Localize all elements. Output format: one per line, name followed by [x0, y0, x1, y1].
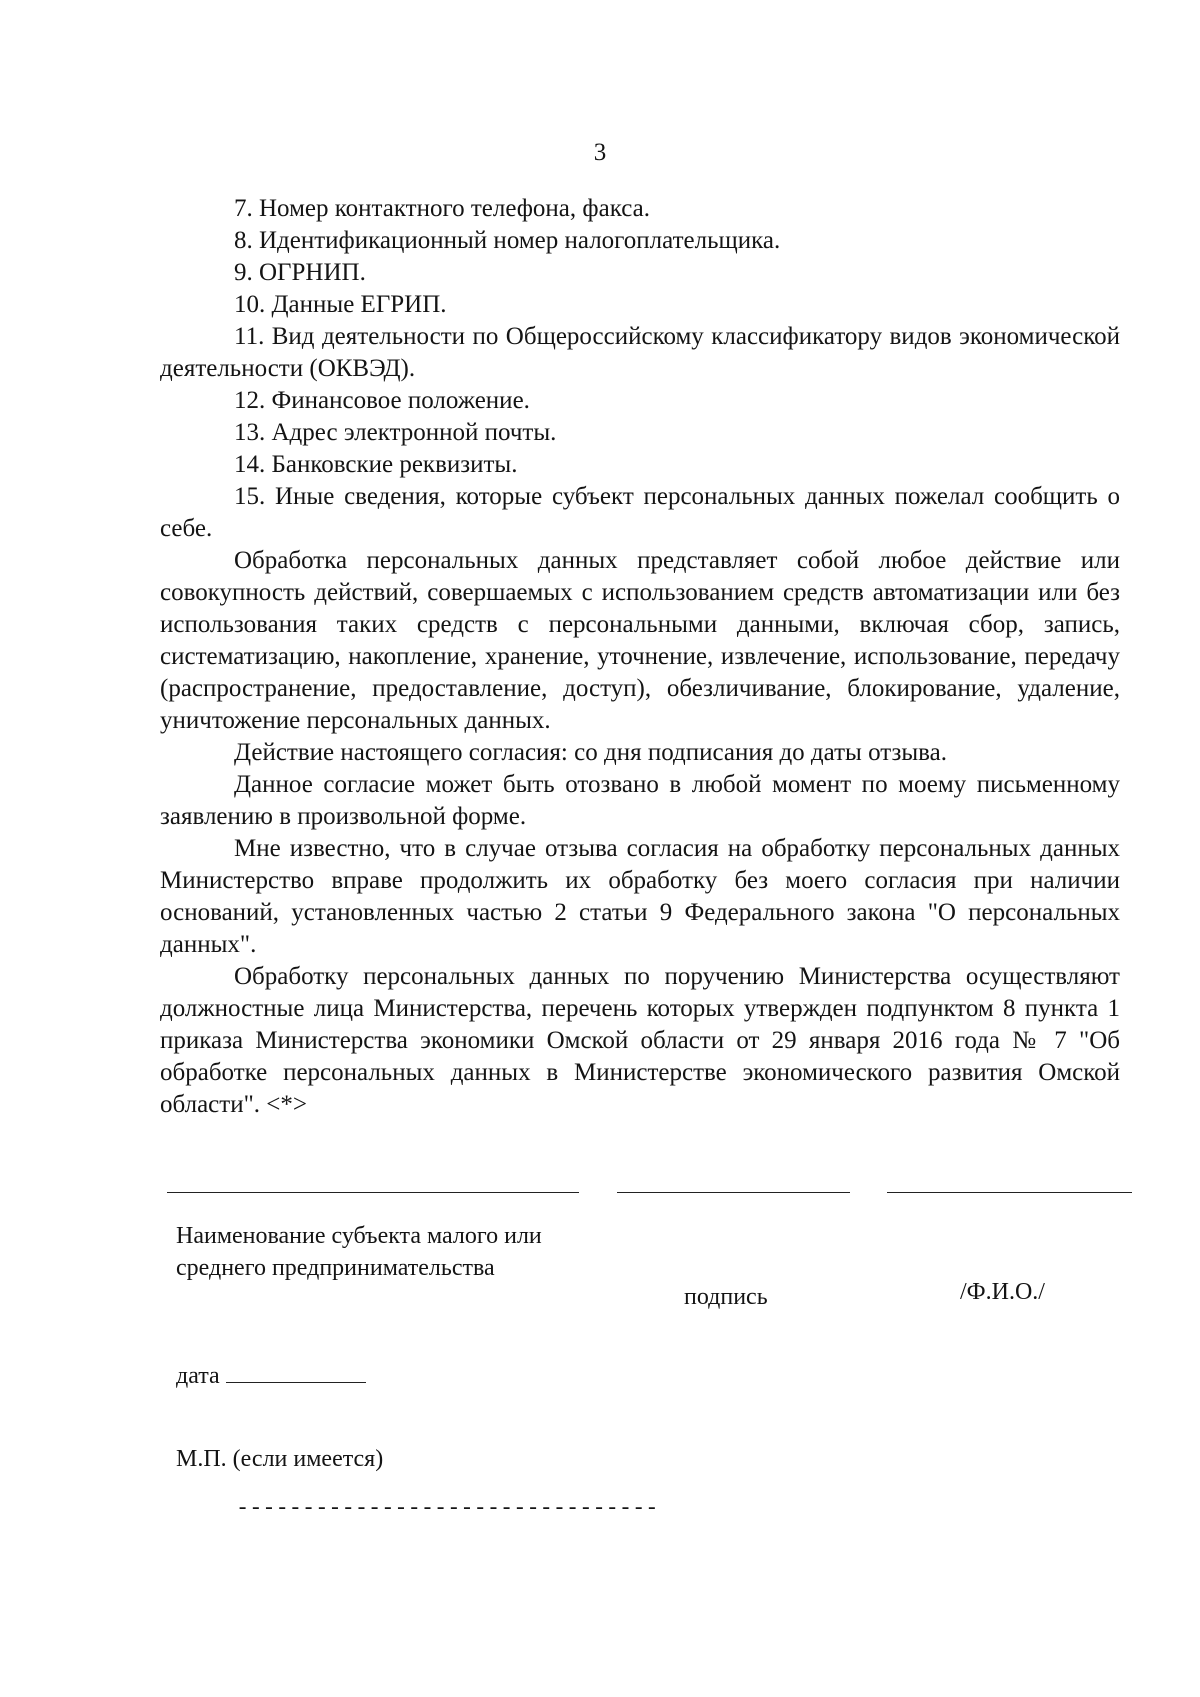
entity-label: Наименование субъекта малого или среднего предпринимательства	[176, 1223, 542, 1281]
entity-signature-line	[167, 1192, 579, 1193]
name-signature-line	[887, 1192, 1132, 1193]
withdrawal-consequences-paragraph: Мне известно, что в случае отзыва согласия на обработку персональных данных Министерство вправе продолжить их обработку без моего согласия при наличии оснований, установленных частью 2 статьи 9 Федерального закона "О персональных данных".	[160, 835, 1120, 958]
footnote-separator: --------------------------------	[236, 1496, 659, 1521]
stamp-label: М.П. (если имеется)	[176, 1446, 384, 1472]
list-item-12: 12. Финансовое положение.	[234, 387, 530, 414]
processing-definition-paragraph: Обработка персональных данных представляет собой любое действие или совокупность действий, совершаемых с использованием средств автоматизации или без использования таких средств с персональными данными, включая сбор, запись, систематизацию, накопление, хранение, уточнение, извлечение, использование, передачу (распространение, предоставление, доступ), обезличивание, блокирование, удаление, уничтожение персональных данных.	[160, 547, 1120, 734]
consent-validity-paragraph: Действие настоящего согласия: со дня подписания до даты отзыва.	[234, 739, 947, 766]
list-item-14: 14. Банковские реквизиты.	[234, 451, 518, 478]
authorized-officials-paragraph: Обработку персональных данных по поручению Министерства осуществляют должностные лица Министерства, перечень которых утвержден подпунктом 8 пункта 1 приказа Министерства экономики Омской области от 29 января 2016 года № 7 "Об обработке персональных данных в Министерстве экономического развития Омской области". <*>	[160, 963, 1120, 1118]
signature-label: подпись	[684, 1284, 768, 1310]
list-item-11: 11. Вид деятельности по Общероссийскому классификатору видов экономической деятельности (ОКВЭД).	[160, 323, 1120, 382]
consent-withdrawal-paragraph: Данное согласие может быть отозвано в любой момент по моему письменному заявлению в произвольной форме.	[160, 771, 1120, 830]
list-item-10: 10. Данные ЕГРИП.	[234, 291, 447, 318]
list-item-8: 8. Идентификационный номер налогоплательщика.	[234, 227, 781, 254]
date-label: дата	[176, 1363, 220, 1389]
date-field	[176, 1360, 366, 1392]
list-item-13: 13. Адрес электронной почты.	[234, 419, 557, 446]
signature-line	[617, 1192, 850, 1193]
document-body	[160, 193, 1120, 1121]
list-item-15: 15. Иные сведения, которые субъект персональных данных пожелал сообщить о себе.	[160, 483, 1120, 542]
name-label: /Ф.И.О./	[960, 1279, 1045, 1305]
page-number: 3	[593, 139, 607, 166]
list-item-9: 9. ОГРНИП.	[234, 259, 366, 286]
date-blank-line	[226, 1360, 366, 1383]
list-item-7: 7. Номер контактного телефона, факса.	[234, 195, 650, 222]
